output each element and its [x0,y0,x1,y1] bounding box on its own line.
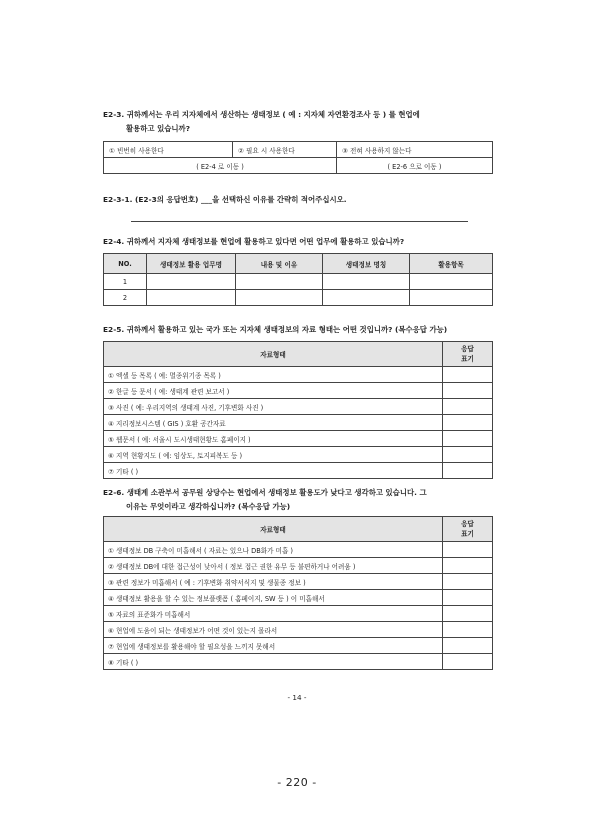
outer-page-number: - 220 - [277,776,317,789]
goto-e2-4: ( E2-4 로 이동 ) [104,158,337,174]
response-cell[interactable] [443,590,493,606]
response-cell[interactable] [443,638,493,654]
format-item: ③ 사진 ( 예: 우리지역의 생태계 사진, 기후변화 사진 ) [104,399,443,415]
response-cell[interactable] [443,622,493,638]
usage-table [103,253,493,306]
question-text: E2-4. 귀하께서 지자체 생태정보를 현업에 활용하고 있다면 어떤 업무에 활용하고 있습니까? [103,237,405,246]
row-number: 1 [104,274,147,290]
option-2[interactable]: ② 필요 시 사용한다 [233,142,337,158]
answer-cell[interactable] [410,274,493,290]
response-cell[interactable] [443,542,493,558]
format-item: ⑥ 지역 현황지도 ( 예: 임상도, 토지피복도 등 ) [104,447,443,463]
option-1[interactable]: ① 빈번히 사용한다 [104,142,233,158]
header-no: NO. [104,254,147,274]
reason-item: ③ 관련 정보가 미흡해서 ( 예 : 기후변화 취약서식지 및 생물종 정보 ) [104,574,443,590]
header-data-format: 자료형태 [104,342,443,367]
answer-cell[interactable] [236,274,323,290]
answer-cell[interactable] [147,290,236,306]
header-response-1: 응답 [461,520,474,528]
format-item: ② 한글 등 문서 ( 예: 생태계 관련 보고서 ) [104,383,443,399]
response-cell[interactable] [443,383,493,399]
response-cell[interactable] [443,574,493,590]
header-task: 생태정보 활용 업무명 [147,254,236,274]
header-items: 활용항목 [410,254,493,274]
header-data-format: 자료형태 [104,517,443,542]
format-item: ④ 지리정보시스템 ( GIS ) 호환 공간자료 [104,415,443,431]
response-cell[interactable] [443,367,493,383]
format-item: ⑦ 기타 ( ) [104,463,443,479]
reason-item: ⑧ 기타 ( ) [104,654,443,670]
answer-cell[interactable] [323,274,410,290]
question-text: E2-5. 귀하께서 활용하고 있는 국가 또는 지자체 생태정보의 자료 형태는 어떤 것입니까? (복수응답 가능) [103,325,448,334]
answer-cell[interactable] [236,290,323,306]
format-item: ① 엑셀 등 목록 ( 예: 멸종위기종 목록 ) [104,367,443,383]
reason-item: ① 생태정보 DB 구축이 미흡해서 ( 자료는 있으나 DB화가 미흡 ) [104,542,443,558]
question-text: E2-3. 귀하께서는 우리 지자체에서 생산하는 생태정보 ( 예 : 지자체 자연환경조사 등 ) 를 현업에 [103,110,420,119]
response-cell[interactable] [443,606,493,622]
response-cell[interactable] [443,654,493,670]
answer-cell[interactable] [410,290,493,306]
header-info-name: 생태정보 명칭 [323,254,410,274]
answer-cell[interactable] [323,290,410,306]
goto-e2-6: ( E2-6 으로 이동 ) [337,158,493,174]
answer-cell[interactable] [147,274,236,290]
response-cell[interactable] [443,463,493,479]
header-response [443,342,493,367]
question-text: E2-6. 생태계 소관부서 공무원 상당수는 현업에서 생태정보 활용도가 낮다고 생각하고 있습니다. 그 [103,488,427,497]
reason-item: ⑤ 자료의 표준화가 미흡해서 [104,606,443,622]
header-response-2: 표기 [461,530,474,538]
header-response [443,517,493,542]
header-response-1: 응답 [461,345,474,353]
reason-item: ⑥ 현업에 도움이 되는 생태정보가 어떤 것이 있는지 몰라서 [104,622,443,638]
response-cell[interactable] [443,399,493,415]
reason-item: ④ 생태정보 활용을 할 수 있는 정보플랫폼 ( 홈페이지, SW 등 ) 이 미흡해서 [104,590,443,606]
reason-item: ⑦ 현업에 생태정보를 활용해야 할 필요성을 느끼지 못해서 [104,638,443,654]
question-e2-5 [103,323,523,337]
question-text-cont: 이유는 무엇이라고 생각하십니까? (복수응답 가능) [126,502,291,511]
answer-line[interactable] [131,221,468,222]
data-format-table [103,341,493,479]
row-number: 2 [104,290,147,306]
question-e2-6 [103,486,523,514]
reason-item: ② 생태정보 DB에 대한 접근성이 낮아서 ( 정보 접근 권한 유무 등 불편하거나 어려움 ) [104,558,443,574]
response-cell[interactable] [443,415,493,431]
question-text-cont: 활용하고 있습니까? [126,124,190,133]
header-response-2: 표기 [461,355,474,363]
response-cell[interactable] [443,431,493,447]
response-cell[interactable] [443,558,493,574]
header-content: 내용 및 이유 [236,254,323,274]
question-text: E2-3-1. (E2-3의 응답번호) ___을 선택하신 이유를 간략히 적어주십시오. [103,195,347,204]
format-item: ⑤ 웹문서 ( 예: 서울시 도시생태현황도 홈페이지 ) [104,431,443,447]
question-e2-3 [103,108,503,136]
question-e2-3-1 [103,193,503,207]
reason-table [103,516,493,670]
inner-page-number: - 14 - [287,693,307,702]
options-table-e2-3 [103,141,493,174]
option-3[interactable]: ③ 전혀 사용하지 않는다 [337,142,493,158]
question-e2-4 [103,235,523,249]
response-cell[interactable] [443,447,493,463]
